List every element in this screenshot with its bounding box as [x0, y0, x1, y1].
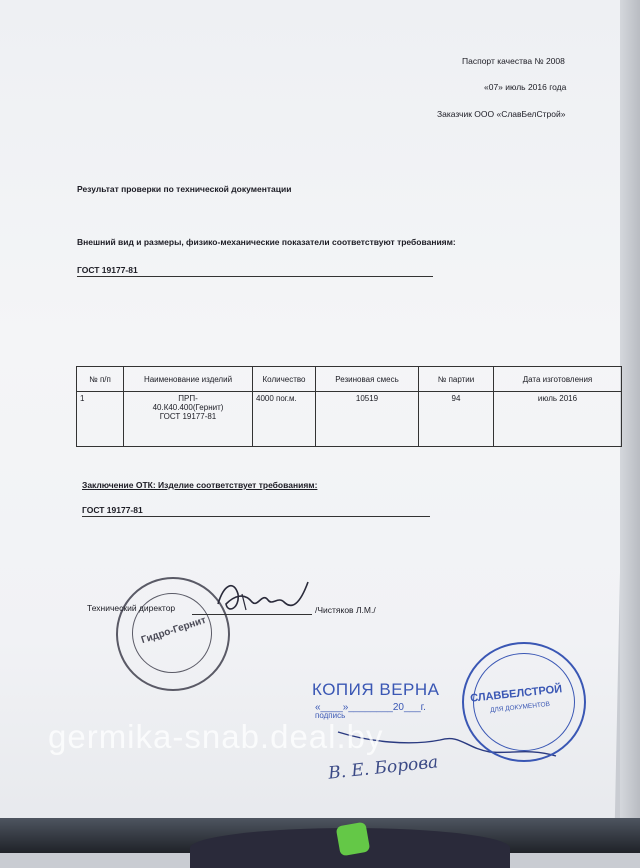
director-title: Технический директор [87, 603, 176, 613]
conclusion-gost: ГОСТ 19177-81 [82, 505, 143, 515]
passport-date: «07» июль 2016 года [484, 82, 567, 92]
table-row [77, 392, 622, 447]
cell-name-line1: ПРП- [178, 394, 198, 403]
cell-quantity: 4000 пог.м. [253, 392, 316, 447]
otk-conclusion: Заключение ОТК: Изделие соответствует требованиям: [82, 480, 318, 490]
slavbelstroy-stamp-sub: ДЛЯ ДОКУМЕНТОВ [489, 700, 551, 715]
conclusion-underline [82, 516, 430, 517]
photo-green-object [336, 822, 371, 857]
director-signature [212, 574, 322, 622]
gost-reference: ГОСТ 19177-81 [77, 265, 138, 275]
col-header-quantity: Количество [253, 367, 316, 392]
sheet-edge-shadow [620, 0, 640, 853]
slavbelstroy-stamp-name: СЛАВБЕЛСТРОЙ [469, 683, 563, 705]
cell-rubber-mix: 10519 [316, 392, 419, 447]
copy-certified-date: «____»________20___г. [315, 702, 426, 713]
cell-name-line3: ГОСТ 19177-81 [159, 412, 217, 421]
customer-line: Заказчик ООО «СлавБелСтрой» [437, 109, 566, 119]
col-header-rubber-mix: Резиновая смесь [316, 367, 419, 392]
check-title: Результат проверки по технической документации [77, 184, 292, 194]
table-header-row [77, 367, 622, 392]
cell-date: июль 2016 [494, 392, 622, 447]
copy-handwritten-name: В. Е. Борова [327, 752, 440, 784]
cell-name-line2: 40.К40.400(Гернит) [152, 403, 224, 412]
cell-batch: 94 [419, 392, 494, 447]
gost-underline [77, 276, 433, 277]
products-table [76, 366, 622, 447]
copy-certified-title: КОПИЯ ВЕРНА [312, 680, 440, 699]
col-header-name: Наименование изделий [124, 367, 253, 392]
company-seal-text: Гидро-Гернит [139, 614, 208, 647]
appearance-statement: Внешний вид и размеры, физико-механические показатели соответствуют требованиям: [77, 237, 456, 247]
copy-certified-sign-label: подпись [315, 711, 346, 720]
col-header-date: Дата изготовления [494, 367, 622, 392]
site-watermark: germika-snab.deal.by [48, 718, 384, 755]
cell-name [124, 392, 253, 447]
director-name: /Чистяков Л.М./ [315, 605, 376, 615]
col-header-number: № п/п [77, 367, 124, 392]
slavbelstroy-stamp [462, 642, 586, 762]
passport-number: Паспорт качества № 2008 [462, 56, 565, 66]
cell-number: 1 [77, 392, 124, 447]
col-header-batch: № партии [419, 367, 494, 392]
